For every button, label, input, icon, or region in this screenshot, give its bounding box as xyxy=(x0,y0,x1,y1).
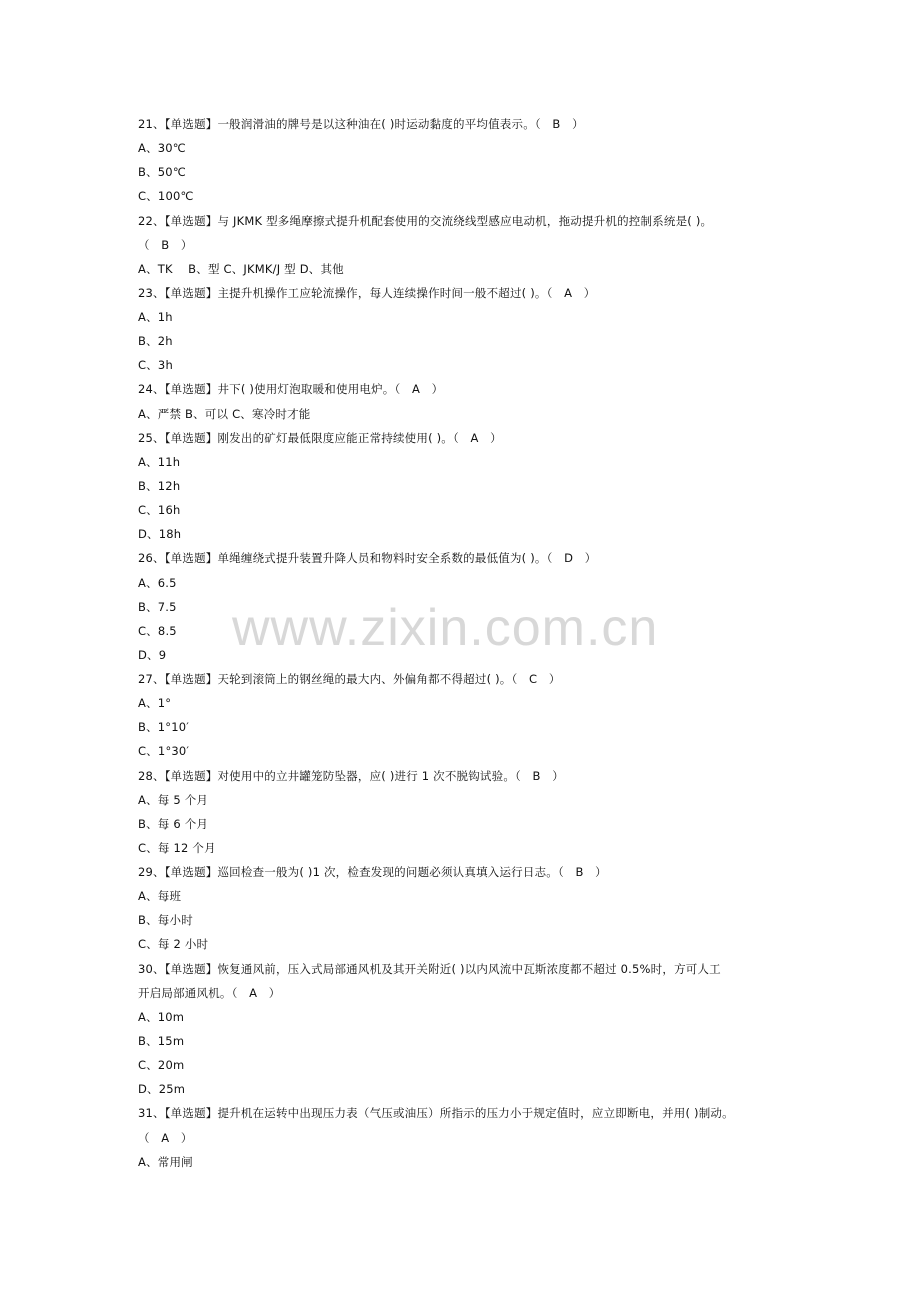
question-line: 29、【单选题】巡回检查一般为( )1 次，检查发现的问题必须认真填入运行日志。（ B ） xyxy=(138,865,607,879)
option-line: A、10m xyxy=(138,1009,185,1024)
question-line: 25、【单选题】刚发出的矿灯最低限度应能正常持续使用( )。（ A ） xyxy=(138,430,502,445)
option-line: A、1h xyxy=(138,310,173,324)
option-line: A、6.5 xyxy=(138,575,177,590)
option-line: A、常用闸 xyxy=(138,1154,193,1169)
option-line: B、每 6 个月 xyxy=(138,816,209,831)
option-line: C、每 12 个月 xyxy=(138,840,216,855)
option-line: B、12h xyxy=(138,478,181,493)
answer-line: 开启局部通风机。（ A ） xyxy=(138,985,281,1000)
option-line: C、16h xyxy=(138,503,181,518)
answer-line: （ B ） xyxy=(138,237,193,252)
question-line: 28、【单选题】对使用中的立井罐笼防坠器，应( )进行 1 次不脱钩试验。（ B ） xyxy=(138,768,564,783)
question-line: 24、【单选题】井下( )使用灯泡取暖和使用电炉。（ A ） xyxy=(138,382,444,397)
question-line: 21、【单选题】一般润滑油的牌号是以这种油在( )时运动黏度的平均值表示。（ B ） xyxy=(138,117,584,131)
option-line: C、3h xyxy=(138,358,173,373)
option-line: D、18h xyxy=(138,527,182,542)
option-line: C、20m xyxy=(138,1058,185,1073)
option-line: A、每班 xyxy=(138,889,182,904)
question-line: 30、【单选题】恢复通风前，压入式局部通风机及其开关附近( )以内风流中瓦斯浓度都不超过 0.5%时，方可人工 xyxy=(138,961,721,976)
option-line: B、每小时 xyxy=(138,913,193,928)
question-line: 27、【单选题】天轮到滚筒上的钢丝绳的最大内、外偏角都不得超过( )。（ C ） xyxy=(138,672,561,686)
option-line: A、1° xyxy=(138,696,172,711)
option-line: B、50℃ xyxy=(138,165,186,180)
option-line: C、1°30′ xyxy=(138,744,190,759)
option-line: A、11h xyxy=(138,454,181,469)
option-line: A、每 5 个月 xyxy=(138,792,209,807)
option-line: A、TK B、型 C、JKMK/J 型 D、其他 xyxy=(138,261,344,276)
option-line: B、7.5 xyxy=(138,599,177,614)
question-line: 22、【单选题】与 JKMK 型多绳摩擦式提升机配套使用的交流绕线型感应电动机，拖动提升机的控制系统是( )。 xyxy=(138,213,713,228)
option-line: C、每 2 小时 xyxy=(138,937,209,952)
option-line: D、9 xyxy=(138,647,167,662)
option-line: B、15m xyxy=(138,1033,185,1048)
option-line: B、1°10′ xyxy=(138,720,190,735)
watermark: www.zixin.com.cn xyxy=(232,599,659,657)
question-line: 23、【单选题】主提升机操作工应轮流操作，每人连续操作时间一般不超过( )。（ A ） xyxy=(138,285,596,300)
option-line: D、25m xyxy=(138,1082,186,1097)
question-line: 31、【单选题】提升机在运转中出现压力表（气压或油压）所指示的压力小于规定值时，应立即断电，并用( )制动。 xyxy=(138,1106,734,1121)
option-line: C、8.5 xyxy=(138,623,177,638)
option-line: A、30℃ xyxy=(138,141,186,156)
option-line: B、2h xyxy=(138,334,173,349)
answer-line: （ A ） xyxy=(138,1130,193,1145)
question-line: 26、【单选题】单绳缠绕式提升装置升降人员和物料时安全系数的最低值为( )。（ D ） xyxy=(138,551,597,566)
option-line: A、严禁 B、可以 C、寒冷时才能 xyxy=(138,406,311,421)
option-line: C、100℃ xyxy=(138,189,194,204)
